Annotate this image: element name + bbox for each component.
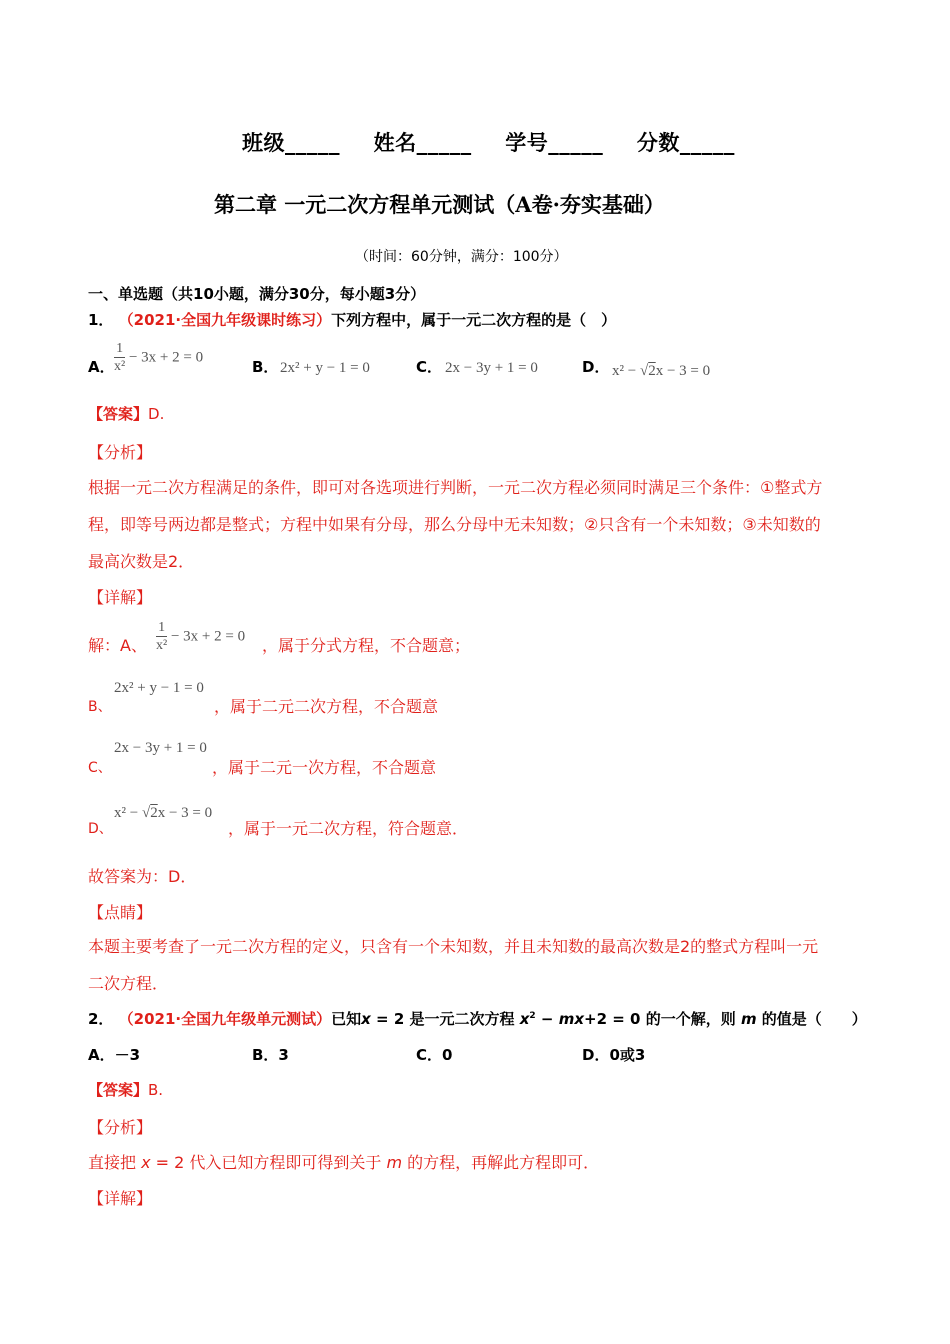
option-a-expression: $\frac{1}{\text{x²}}$ − 3x + 2 = 0	[114, 341, 204, 374]
q2-analysis-text: 直接把 x = 2 代入已知方程即可得到关于 m 的方程，再解此方程即可．	[88, 1153, 600, 1172]
page-title: 第二章 一元二次方程单元测试（A卷·夯实基础）	[214, 192, 665, 217]
analysis-line-1: 根据一元二次方程满足的条件，即可对各选项进行判断，一元二次方程必须同时满足三个条件：①整式方	[88, 478, 823, 497]
option-b-label: B．	[252, 358, 279, 376]
answer-value: B.	[148, 1081, 164, 1099]
answer-label: 【答案】	[88, 405, 149, 423]
q2-option-a: A．－3	[88, 1046, 141, 1064]
comment-label: 【点睛】	[88, 903, 153, 922]
answer-value: D.	[148, 405, 165, 423]
q2-option-c: C．0	[416, 1046, 453, 1064]
option-d-label: D．	[582, 358, 610, 376]
analysis-line-3: 最高次数是2．	[88, 552, 195, 571]
detail-b-text: ，属于二元二次方程，不合题意	[214, 697, 439, 716]
answer-line	[88, 403, 164, 424]
q2-analysis-label: 【分析】	[88, 1118, 153, 1137]
class-field: 班级_____	[242, 131, 340, 155]
q2-answer-line	[88, 1079, 163, 1100]
detail-c-text: ，属于二元一次方程，不合题意	[212, 758, 437, 777]
detail-b-prefix: B、	[88, 699, 112, 715]
detail-b-expression: 2x² + y − 1 = 0	[114, 680, 204, 696]
question-stem: 下列方程中，属于一元二次方程的是（ ）	[331, 311, 617, 329]
detail-a-text: ，属于分式方程，不合题意；	[262, 636, 471, 655]
q2-option-b: B．3	[252, 1046, 289, 1064]
section-heading: 一、单选题（共10小题，满分30分，每小题3分）	[88, 285, 426, 303]
option-d-expression: x² − √2x − 3 = 0	[612, 363, 711, 379]
detail-c-expression: 2x − 3y + 1 = 0	[114, 740, 207, 756]
analysis-label: 【分析】	[88, 443, 153, 462]
exam-info: （时间：60分钟，满分：100分）	[355, 249, 568, 265]
option-c-expression: 2x − 3y + 1 = 0	[445, 360, 538, 376]
detail-d-expression: x² − √2x − 3 = 0	[114, 805, 213, 821]
question-1	[88, 309, 616, 330]
analysis-line-2: 程，即等号两边都是整式；方程中如果有分母，那么分母中无未知数；②只含有一个未知数；③未知数的	[88, 515, 821, 534]
detail-label: 【详解】	[88, 588, 153, 607]
score-field: 分数_____	[636, 131, 735, 155]
question-2: 2． （2021·全国九年级单元测试）已知x = 2 是一元二次方程 $x^2 - mx+2 = 0$ 的一个解，则 m 的值是（ ）	[88, 1010, 867, 1028]
q2-option-d: D．0或3	[582, 1046, 646, 1064]
question-source: （2021·全国九年级单元测试）	[118, 1010, 332, 1028]
option-a-label: A．	[88, 358, 115, 376]
detail-d-prefix: D、	[88, 821, 113, 837]
header-line	[242, 127, 735, 157]
question-number: 2．	[88, 1010, 114, 1028]
comment-line-2: 二次方程．	[88, 974, 169, 993]
detail-c-prefix: C、	[88, 760, 112, 776]
question-number: 1．	[88, 311, 114, 329]
student-id-field: 学号_____	[505, 131, 604, 155]
answer-label: 【答案】	[88, 1081, 149, 1099]
option-b-expression: 2x² + y − 1 = 0	[280, 360, 370, 376]
detail-d-text: ，属于一元二次方程，符合题意．	[228, 819, 469, 838]
detail-a-expression: $\frac{1}{\text{x²}}$ − 3x + 2 = 0	[156, 620, 246, 653]
comment-line-1: 本题主要考查了一元二次方程的定义，只含有一个未知数，并且未知数的最高次数是2的整式方程叫一元	[88, 937, 819, 956]
conclusion: 故答案为：D．	[88, 867, 197, 886]
name-field: 姓名_____	[373, 131, 472, 155]
option-c-label: C．	[416, 358, 443, 376]
detail-a-prefix: 解：A、	[88, 636, 147, 655]
q2-detail-label: 【详解】	[88, 1189, 153, 1208]
question-source: （2021·全国九年级课时练习）	[118, 311, 332, 329]
